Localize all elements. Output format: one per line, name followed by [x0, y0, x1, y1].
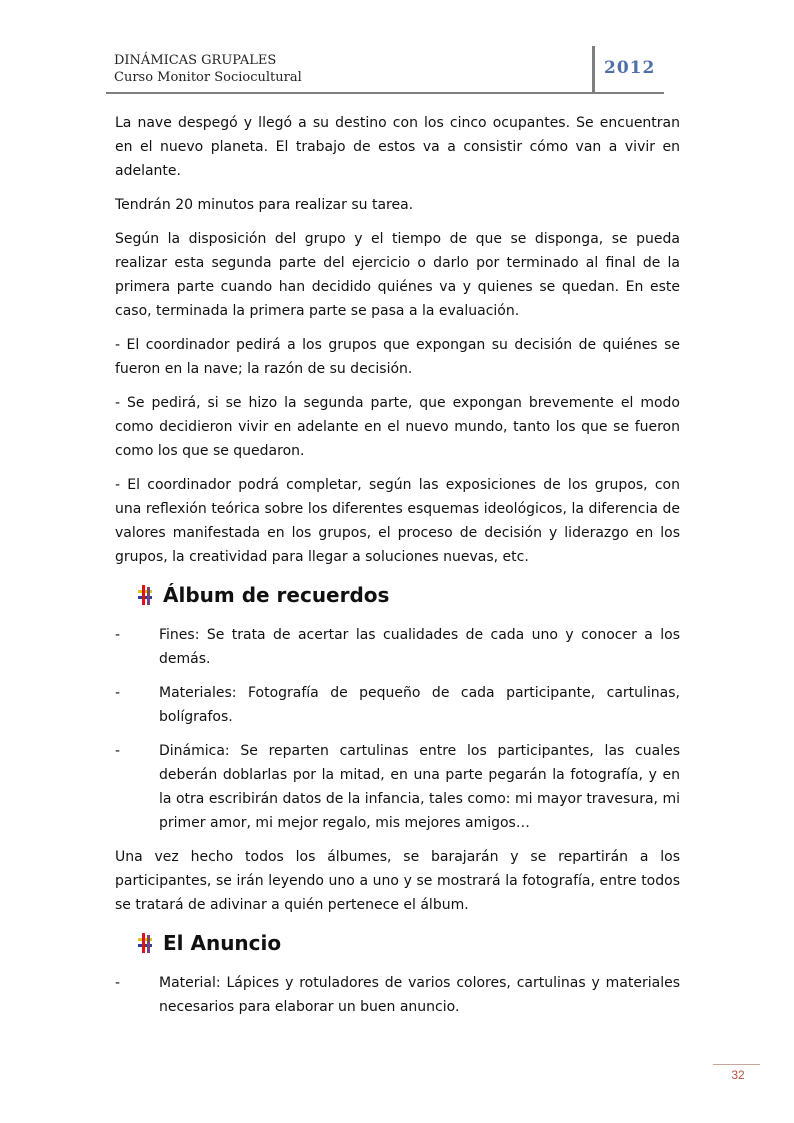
document-body	[115, 111, 680, 1029]
section-heading-text: El Anuncio	[163, 931, 282, 955]
list-item	[115, 623, 680, 671]
list-item-text: Material: Lápices y rotuladores de varios colores, cartulinas y materiales necesarios para elaborar un buen anuncio.	[159, 975, 680, 1015]
list-item-text: Dinámica: Se reparten cartulinas entre los participantes, las cuales deberán doblarlas por la mitad, en una parte pegarán la fotografía, y en la otra escribirán datos de la infancia, tales como: mi mayor travesura, mi primer amor, mi mejor regalo, mis mejores amigos…	[159, 743, 680, 831]
list-dash: -	[115, 743, 121, 759]
page-number: 32	[731, 1068, 745, 1082]
paragraph: - Se pedirá, si se hizo la segunda parte, que expongan brevemente el modo como decidieron vivir en adelante en el nuevo mundo, tanto los que se fueron como los que se quedaron.	[115, 395, 680, 459]
paragraph: Según la disposición del grupo y el tiempo de que se disponga, se pueda realizar esta segunda parte del ejercicio o darlo por terminado al final de la primera parte cuando han decidido quiénes va y quienes se quedan. En este caso, terminada la primera parte se pasa a la evaluación.	[115, 231, 680, 319]
header-year: 2012	[604, 58, 656, 78]
paragraph: Una vez hecho todos los álbumes, se barajarán y se repartirán a los participantes, se irán leyendo uno a uno y se mostrará la fotografía, entre todos se tratará de adivinar a quién pertenece el álbum.	[115, 849, 680, 913]
header-subtitle: Curso Monitor Sociocultural	[114, 70, 302, 85]
paragraph: Tendrán 20 minutos para realizar su tarea.	[115, 197, 414, 213]
section-heading	[135, 927, 680, 959]
list-item	[115, 739, 680, 835]
paragraph: - El coordinador pedirá a los grupos que expongan su decisión de quiénes se fueron en la nave; la razón de su decisión.	[115, 337, 680, 377]
paragraph: - El coordinador podrá completar, según las exposiciones de los grupos, con una reflexión teórica sobre los diferentes esquemas ideológicos, la diferencia de valores manifestada en los grupos, el proceso de decisión y liderazgo en los grupos, la creatividad para llegar a soluciones nuevas, etc.	[115, 477, 680, 565]
section-heading-text: Álbum de recuerdos	[163, 583, 390, 607]
list-dash: -	[115, 627, 121, 643]
list-item	[115, 681, 680, 729]
list-dash: -	[115, 685, 121, 701]
footer-divider	[713, 1064, 760, 1065]
list-item	[115, 971, 680, 1019]
header-divider-vertical	[592, 46, 595, 94]
paragraph: La nave despegó y llegó a su destino con los cinco ocupantes. Se encuentran en el nuevo planeta. El trabajo de estos va a consistir cómo van a vivir en adelante.	[115, 115, 680, 179]
four-color-bullet-icon	[135, 584, 157, 606]
four-color-bullet-icon	[135, 932, 157, 954]
header-divider-horizontal	[106, 92, 664, 94]
list-dash: -	[115, 975, 121, 991]
page-header	[106, 50, 664, 94]
list-item-text: Materiales: Fotografía de pequeño de cada participante, cartulinas, bolígrafos.	[159, 685, 680, 725]
header-title: DINÁMICAS GRUPALES	[114, 53, 277, 68]
list-item-text: Fines: Se trata de acertar las cualidades de cada uno y conocer a los demás.	[159, 627, 680, 667]
section-heading	[135, 579, 680, 611]
